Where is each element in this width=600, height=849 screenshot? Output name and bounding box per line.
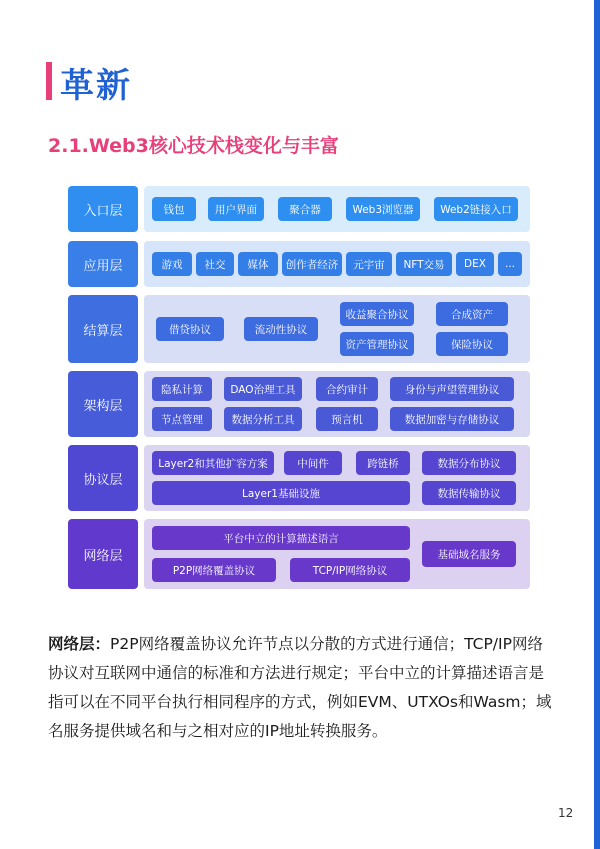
chip-oracle: 预言机 [316,407,378,431]
chip-nft-trading: NFT交易 [396,252,452,276]
layer-label: 架构层 [68,371,138,437]
chip-wallet: 钱包 [152,197,196,221]
chip-liquidity: 流动性协议 [244,317,318,341]
layer-body [144,241,530,287]
chip-tcp-ip: TCP/IP网络协议 [290,558,410,582]
chip-more: ... [498,252,522,276]
chip-contract-audit: 合约审计 [316,377,378,401]
chip-user-interface: 用户界面 [208,197,264,221]
chip-cross-chain-bridge: 跨链桥 [356,451,410,475]
chip-synthetic-assets: 合成资产 [436,302,508,326]
chip-layer1-infrastructure: Layer1基础设施 [152,481,410,505]
chip-yield-aggregation: 收益聚合协议 [340,302,414,326]
chip-insurance: 保险协议 [436,332,508,356]
layer-body [144,186,530,232]
layer-settlement [68,295,530,363]
layer-body [144,295,530,363]
page-number: 12 [558,806,574,820]
chip-identity-reputation: 身份与声望管理协议 [390,377,514,401]
chip-neutral-computation-language: 平台中立的计算描述语言 [152,526,410,550]
chip-node-management: 节点管理 [152,407,212,431]
chip-privacy-computing: 隐私计算 [152,377,212,401]
chip-p2p-overlay: P2P网络覆盖协议 [152,558,276,582]
chip-data-encryption-storage: 数据加密与存储协议 [390,407,514,431]
layer-label: 结算层 [68,295,138,363]
layer-application [68,241,530,287]
layer-architecture [68,371,530,437]
chip-lending: 借贷协议 [156,317,224,341]
section-heading: 2.1.Web3核心技术栈变化与丰富 [48,135,339,157]
chip-web3-browser: Web3浏览器 [346,197,420,221]
layer-label: 入口层 [68,186,138,232]
chip-dao-tools: DAO治理工具 [224,377,302,401]
layer-body [144,445,530,511]
chip-domain-service: 基础域名服务 [422,541,516,567]
chip-web2-gateway: Web2链接入口 [434,197,518,221]
layer-body [144,519,530,589]
chip-data-transmission: 数据传输协议 [422,481,516,505]
chip-social: 社交 [196,252,234,276]
body-lead: 网络层： [48,635,111,653]
layer-network [68,519,530,589]
page-title: 革新 [60,66,132,106]
title-accent-bar [46,62,52,100]
layer-label: 网络层 [68,519,138,589]
body-paragraph [48,630,558,746]
layer-protocol [68,445,530,511]
body-text: P2P网络覆盖协议允许节点以分散的方式进行通信；TCP/IP网络协议对互联网中通信的标准和方法进行规定；平台中立的计算描述语言是指可以在不同平台执行相同程序的方式，例如EVM、UTXOs和Wasm；域名服务提供域名和与之相对应的IP地址转换服务。 [48,635,552,740]
layer-body [144,371,530,437]
chip-asset-management: 资产管理协议 [340,332,414,356]
chip-layer2-scaling: Layer2和其他扩容方案 [152,451,274,475]
chip-data-distribution: 数据分布协议 [422,451,516,475]
chip-data-analytics: 数据分析工具 [224,407,302,431]
layer-label: 协议层 [68,445,138,511]
web3-stack-diagram [68,186,530,596]
chip-middleware: 中间件 [284,451,342,475]
chip-games: 游戏 [152,252,192,276]
chip-dex: DEX [456,252,494,276]
layer-label: 应用层 [68,241,138,287]
chip-creator-economy: 创作者经济 [282,252,342,276]
chip-metaverse: 元宇宙 [346,252,392,276]
chip-media: 媒体 [238,252,278,276]
chip-aggregator: 聚合器 [278,197,332,221]
layer-entry [68,186,530,232]
